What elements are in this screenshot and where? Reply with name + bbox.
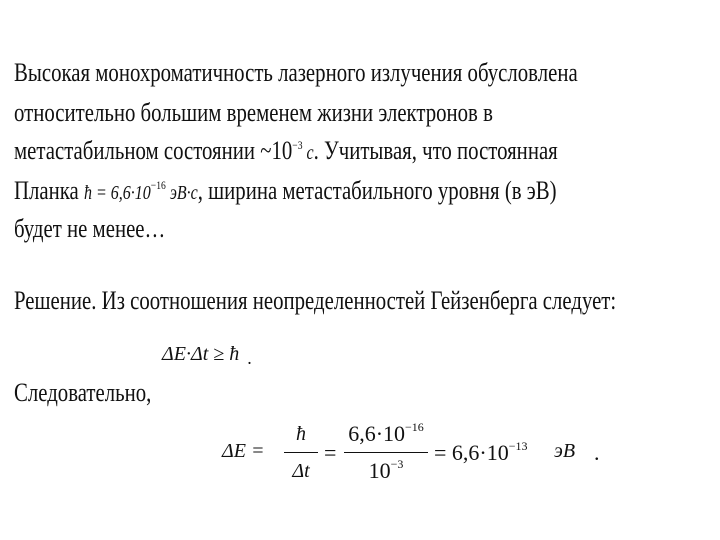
solution-line-2 bbox=[14, 378, 151, 408]
uncertainty-relation: ΔE·Δt ≥ ħ bbox=[162, 343, 240, 365]
f2-result-exponent: −13 bbox=[508, 439, 528, 453]
problem-line-2 bbox=[14, 98, 493, 128]
consequently-text: Следовательно, bbox=[14, 378, 152, 407]
frac2-num-exponent: −16 bbox=[405, 420, 424, 434]
solution-line-1 bbox=[14, 286, 616, 316]
planck-unit: эВ·с bbox=[165, 182, 198, 204]
problem-line-4 bbox=[14, 176, 557, 208]
problem-line-5 bbox=[14, 214, 165, 244]
f2-unit: эВ bbox=[554, 440, 576, 462]
fraction-hbar-dt bbox=[284, 420, 318, 485]
problem-text-5: будет не менее… bbox=[14, 214, 166, 243]
f2-result bbox=[434, 440, 528, 466]
f2-period: . bbox=[594, 440, 600, 465]
f2-equals-1: = bbox=[324, 440, 337, 465]
problem-text-1: Высокая монохроматичность лазерного излучения обусловлена bbox=[14, 58, 578, 87]
uncertainty-formula bbox=[162, 330, 252, 378]
frac2-numerator bbox=[344, 420, 428, 448]
problem-line-3 bbox=[14, 136, 558, 168]
lifetime-exponent: −3 bbox=[292, 138, 303, 152]
problem-text-4-post: , ширина метастабильного уровня (в эВ) bbox=[197, 176, 557, 205]
fraction-numeric bbox=[344, 420, 428, 485]
lifetime-unit: с bbox=[302, 142, 314, 164]
problem-text-4-pre: Планка bbox=[14, 176, 84, 205]
planck-exponent: −16 bbox=[150, 178, 166, 192]
formula1-period: . bbox=[247, 348, 252, 368]
frac1-denominator: Δt bbox=[292, 460, 310, 482]
f2-result-base: = 6,6·10 bbox=[434, 440, 509, 465]
planck-value: ħ = 6,6·10 bbox=[83, 182, 151, 204]
frac1-numerator: ħ bbox=[296, 423, 306, 445]
solution-text-1: Решение. Из соотношения неопределенностей Гейзенберга следует: bbox=[14, 286, 617, 315]
problem-text-3-post: . Учитывая, что постоянная bbox=[313, 136, 558, 165]
frac2-den-exponent: −3 bbox=[390, 457, 404, 471]
problem-line-1 bbox=[14, 58, 578, 88]
frac2-bar bbox=[344, 452, 428, 453]
frac2-denominator bbox=[344, 457, 428, 485]
f2-lhs: ΔE = bbox=[222, 440, 265, 462]
problem-text-2: относительно большим временем жизни электронов в bbox=[14, 98, 493, 127]
problem-text-3-pre: метастабильном состоянии ~10 bbox=[14, 136, 293, 165]
frac1-bar bbox=[284, 452, 318, 453]
frac2-den-base: 10 bbox=[368, 458, 391, 483]
frac2-num-base: 6,6·10 bbox=[348, 421, 406, 446]
